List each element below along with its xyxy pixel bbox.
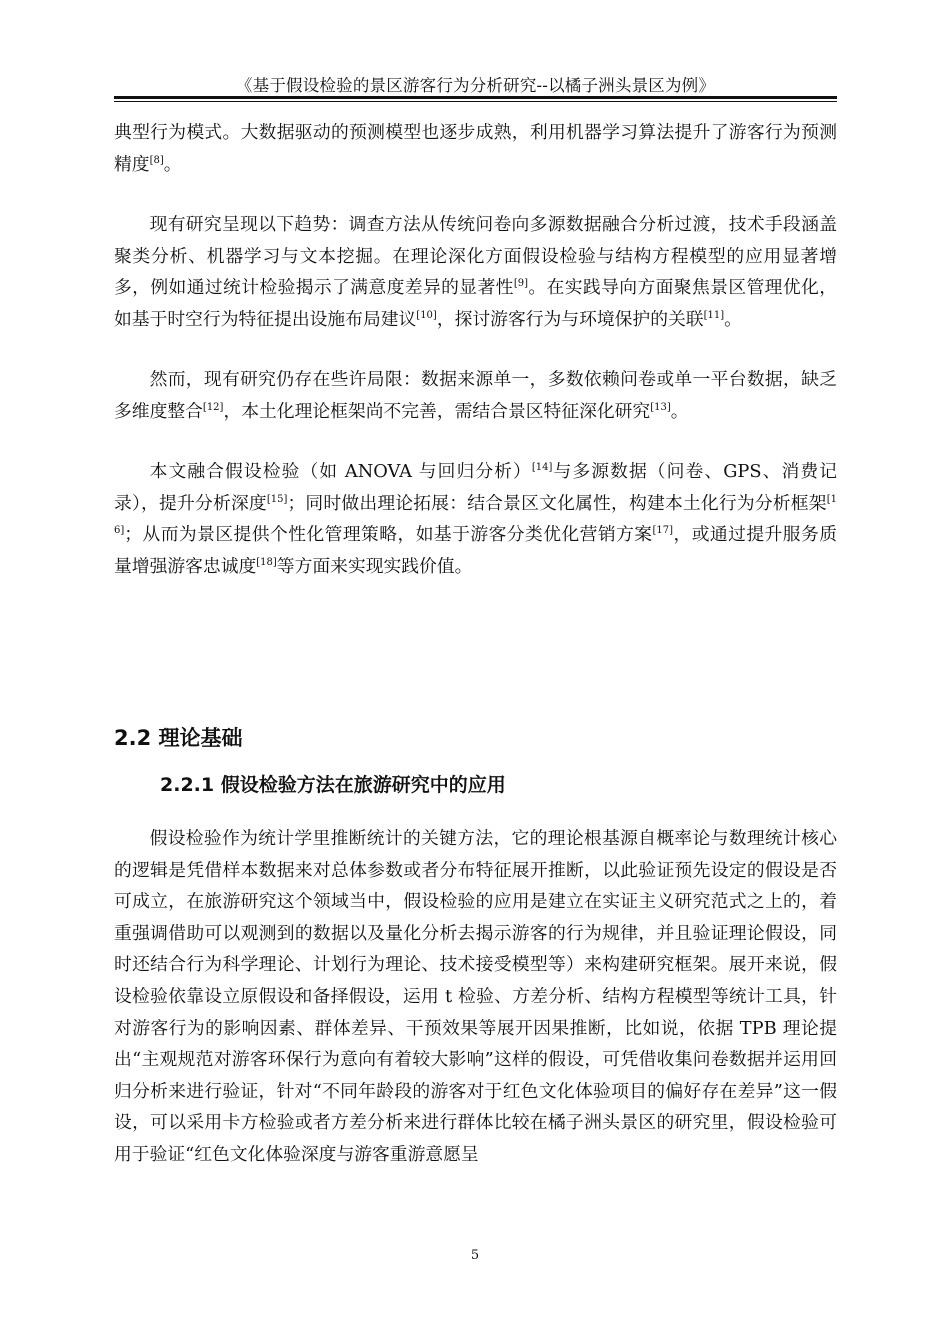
citation: [8] — [149, 154, 164, 166]
header-rule-thin — [114, 101, 837, 102]
paragraph-continued: 典型行为模式。大数据驱动的预测模型也逐步成熟，利用机器学习算法提升了游客行为预测精度[8]。 — [114, 122, 837, 175]
citation: [17] — [652, 525, 674, 536]
citation: [15] — [266, 493, 288, 505]
citation: [18] — [256, 556, 277, 568]
subsection-heading: 2.2.1 假设检验方法在旅游研究中的应用 — [160, 774, 506, 796]
citation: [11] — [703, 309, 725, 321]
citation: [14] — [531, 462, 553, 473]
citation: [9] — [513, 278, 529, 289]
citation: [13] — [650, 401, 671, 413]
paragraph-contribution: 本文融合假设检验（如 ANOVA 与回归分析）[14]与多源数据（问卷、GPS、消费记录），提升分析深度[15]；同时做出理论拓展：结合景区文化属性，构建本土化行为分析框架[16]；从而为景区提供个性化管理策略，如基于游客分类优化营销方案[17]，或通过提升服务质量增强游客忠诚度[18]等方面来实现实践价值。 — [114, 461, 837, 577]
page-number: 5 — [470, 1248, 480, 1263]
citation: [16] — [114, 493, 837, 536]
paragraph-hypothesis-testing: 假设检验作为统计学里推断统计的关键方法，它的理论根基源自概率论与数理统计核心的逻辑是凭借样本数据来对总体参数或者分布特征展开推断，以此验证预先设定的假设是否可成立，在旅游研究这个领域当中，假设检验的应用是建立在实证主义研究范式之上的，着重强调借助可以观测到的数据以及量化分析去揭示游客的行为规律，并且验证理论假设，同时还结合行为科学理论、计划行为理论、技术接受模型等）来构建研究框架。展开来说，假设检验依靠设立原假设和备择假设，运用 t 检验、方差分析、结构方程模型等统计工具，针对游客行为的影响因素、群体差异、干预效果等展开因果推断，比如说，依据 TPB 理论提出“主观规范对游客环保行为意向有着较大影响”这样的假设，可凭借收集问卷数据并运用回归分析来进行验证，针对“不同年龄段的游客对于红色文化体验项目的偏好存在差异”这一假设，可以采用卡方检验或者方差分析来进行群体比较在橘子洲头景区的研究里，假设检验可用于验证“红色文化体验深度与游客重游意愿呈 — [114, 828, 837, 1165]
section-heading: 2.2 理论基础 — [114, 726, 243, 750]
paragraph-trends: 现有研究呈现以下趋势：调查方法从传统问卷向多源数据融合分析过渡，技术手段涵盖聚类分析、机器学习与文本挖掘。在理论深化方面假设检验与结构方程模型的应用显著增多，例如通过统计检验揭示了满意度差异的显著性[9]。在实践导向方面聚焦景区管理优化，如基于时空行为特征提出设施布局建议[10]，探讨游客行为与环境保护的关联[11]。 — [114, 214, 837, 330]
intro-body — [114, 117, 837, 582]
paragraph-limitations: 然而，现有研究仍存在些许局限：数据来源单一，多数依赖问卷或单一平台数据，缺乏多维度整合[12]，本土化理论框架尚不完善，需结合景区特征深化研究[13]。 — [114, 369, 837, 422]
citation: [10] — [416, 309, 437, 321]
header-rule-thick — [114, 96, 837, 99]
citation: [12] — [202, 401, 224, 413]
section-body — [114, 823, 837, 1171]
running-header: 《基于假设检验的景区游客行为分析研究--以橘子洲头景区为例》 — [235, 76, 716, 95]
